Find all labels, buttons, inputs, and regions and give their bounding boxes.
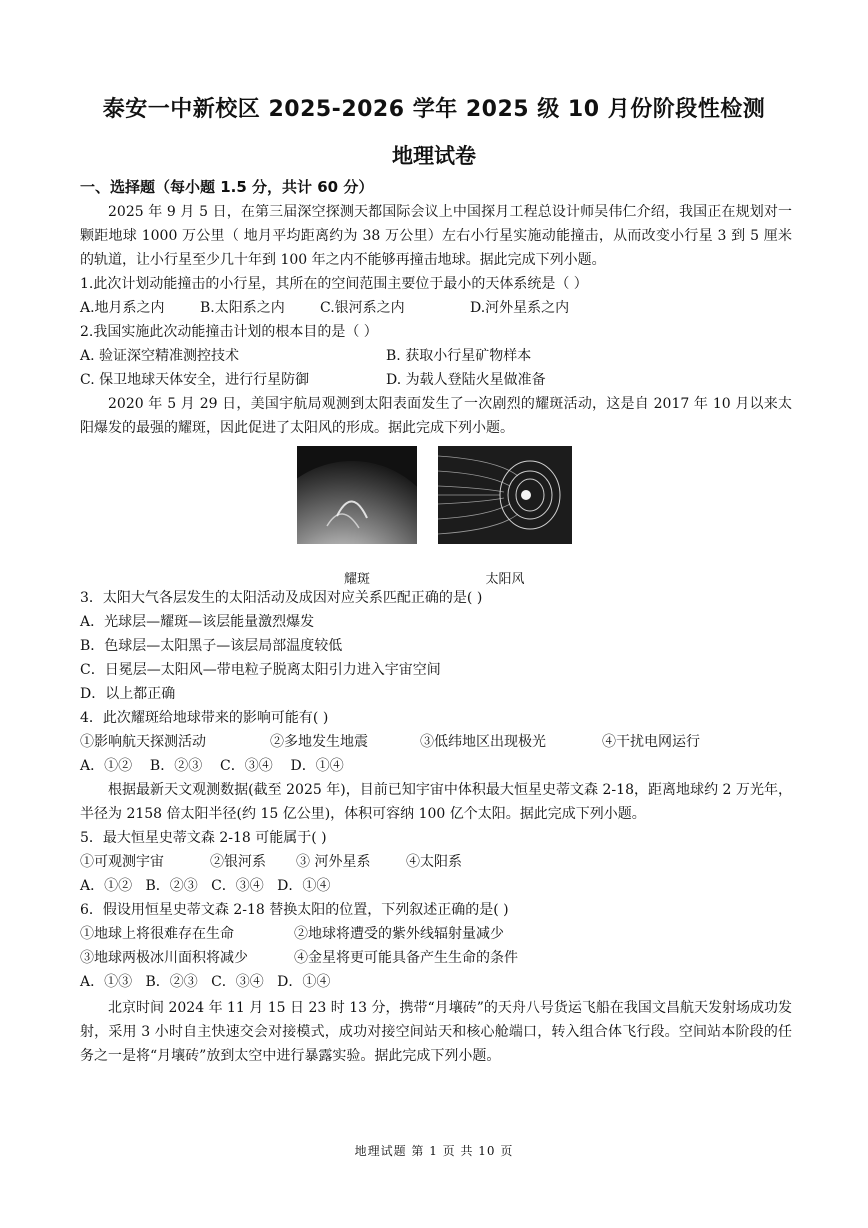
- item-3: ③地球两极冰川面积将减少: [80, 950, 248, 966]
- passage-3: 根据最新天文观测数据(截至 2025 年)，目前已知宇宙中体积最大恒星史蒂文森 2-18，距离地球约 2 万光年，半径为 2158 倍太阳半径(约 15 亿公里)，体积可容纳 100 亿个太阳。据此完成下列小题。: [80, 782, 792, 822]
- exam-title: 泰安一中新校区 2025-2026 学年 2025 级 10 月份阶段性检测: [102, 97, 766, 122]
- option-a: A. 验证深空精准测控技术: [80, 348, 240, 364]
- caption-flare: 耀斑: [343, 572, 370, 587]
- page-footer: 地理试题 第 1 页 共 10 页: [354, 1144, 514, 1158]
- option-d: D．以上都正确: [80, 686, 176, 702]
- question-5-options: A．①② B．②③ C．③④ D．①④: [80, 878, 331, 894]
- item-1: ①可观测宇宙: [80, 854, 164, 870]
- option-b: B.太阳系之内: [200, 300, 285, 316]
- passage-2: 2020 年 5 月 29 日，美国宇航局观测到太阳表面发生了一次剧烈的耀斑活动，这是自 2017 年 10 月以来太阳爆发的最强的耀斑，因此促进了太阳风的形成。据此完成下列小题。: [80, 396, 792, 436]
- passage-4: 北京时间 2024 年 11 月 15 日 23 时 13 分，携带“月壤砖”的天舟八号货运飞船在我国文昌航天发射场成功发射，采用 3 小时自主快速交会对接模式，成功对接空间站天和核心舱端口，转入组合体飞行段。空间站本阶段的任务之一是将“月壤砖”放到太空中进行暴露实验。据此完成下列小题。: [80, 1000, 792, 1064]
- solar-flare-image: [297, 446, 417, 544]
- option-b: B. 获取小行星矿物样本: [386, 348, 532, 364]
- exam-subtitle: 地理试卷: [392, 144, 476, 168]
- option-d: D. 为载人登陆火星做准备: [386, 372, 546, 388]
- item-4: ④金星将更可能具备产生生命的条件: [294, 950, 518, 966]
- question-5-items: [80, 850, 792, 874]
- question-6-items-row2: [80, 946, 792, 970]
- passage-1: 2025 年 9 月 5 日，在第三届深空探测天都国际会议上中国探月工程总设计师吴伟仁介绍，我国正在规划对一颗距地球 1000 万公里（ 地月平均距离约为 38 万公里）左右小行星实施动能撞击，从而改变小行星 3 到 5 厘米的轨道，让小行星至少几十年到 100 年之内不能够再撞击地球。据此完成下列小题。: [80, 204, 792, 268]
- question-2-options-row1: [80, 344, 792, 368]
- option-a: A．光球层—耀斑—该层能量激烈爆发: [80, 614, 315, 630]
- item-1: ①地球上将很难存在生命: [80, 926, 234, 942]
- question-2-stem: 2.我国实施此次动能撞击计划的根本目的是（ ）: [80, 324, 378, 340]
- item-4: ④干扰电网运行: [602, 734, 700, 750]
- item-2: ②多地发生地震: [270, 734, 368, 750]
- item-2: ②地球将遭受的紫外线辐射量减少: [294, 926, 504, 942]
- option-b: B．色球层—太阳黑子—该层局部温度较低: [80, 638, 343, 654]
- question-3-stem: 3．太阳大气各层发生的太阳活动及成因对应关系匹配正确的是( ): [80, 590, 483, 606]
- exam-body: [80, 200, 792, 1068]
- section-heading: 一、选择题（每小题 1.5 分，共计 60 分）: [80, 178, 374, 196]
- question-6-stem: 6．假设用恒星史蒂文森 2-18 替换太阳的位置，下列叙述正确的是( ): [80, 902, 509, 918]
- item-4: ④太阳系: [406, 854, 462, 870]
- caption-solar-wind: 太阳风: [485, 572, 525, 587]
- item-2: ②银河系: [210, 854, 266, 870]
- option-c: C. 保卫地球天体安全，进行行星防御: [80, 372, 310, 388]
- question-4-stem: 4．此次耀斑给地球带来的影响可能有( ): [80, 710, 329, 726]
- solar-wind-image: [438, 446, 572, 544]
- item-3: ③低纬地区出现极光: [420, 734, 546, 750]
- question-1-options: [80, 296, 792, 320]
- item-1: ①影响航天探测活动: [80, 734, 206, 750]
- question-2-options-row2: [80, 368, 792, 392]
- figure-row: [80, 446, 792, 586]
- option-c: C.银河系之内: [320, 300, 405, 316]
- question-6-options: A．①③ B．②③ C．③④ D．①④: [80, 974, 331, 990]
- question-4-items: [80, 730, 792, 754]
- item-3: ③ 河外星系: [296, 854, 371, 870]
- option-d: D.河外星系之内: [470, 300, 570, 316]
- option-a: A.地月系之内: [80, 300, 165, 316]
- question-1-stem: 1.此次计划动能撞击的小行星，其所在的空间范围主要位于最小的天体系统是（ ）: [80, 276, 588, 292]
- question-6-items-row1: [80, 922, 792, 946]
- option-c: C．日冕层—太阳风—带电粒子脱离太阳引力进入宇宙空间: [80, 662, 441, 678]
- question-4-options: A．①② B．②③ C．③④ D．①④: [80, 758, 344, 774]
- question-5-stem: 5．最大恒星史蒂文森 2-18 可能属于( ): [80, 830, 327, 846]
